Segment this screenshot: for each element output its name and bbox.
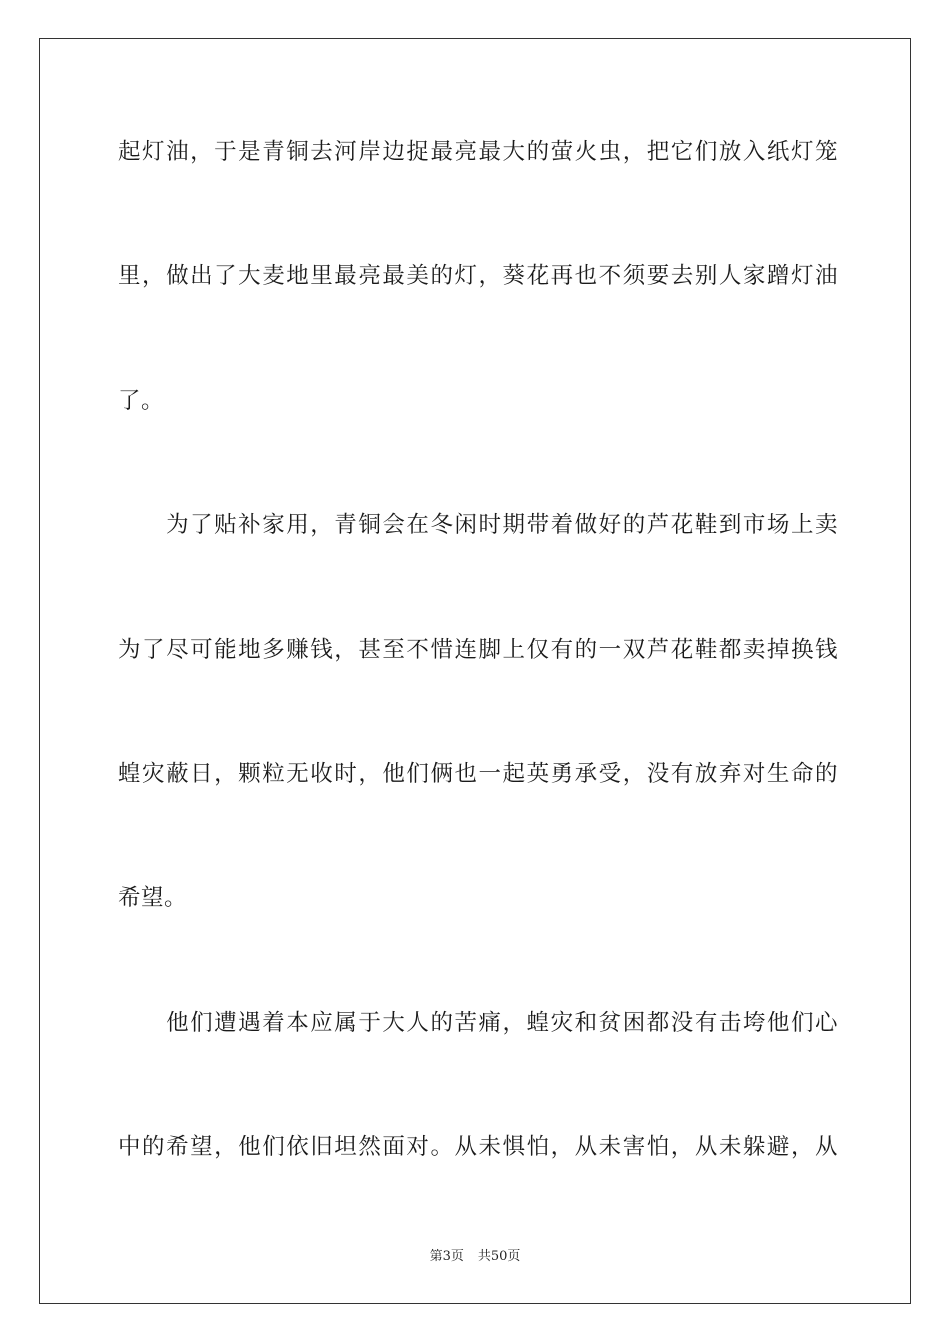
text-line: 了。 [118,388,165,414]
page-border [39,38,911,1304]
page-total: 共50页 [477,1249,521,1264]
text-line: 起灯油，于是青铜去河岸边捉最亮最大的萤火虫，把它们放入纸灯笼 [118,139,838,165]
text-line: 蝗灾蔽日，颗粒无收时，他们俩也一起英勇承受，没有放弃对生命的 [118,761,838,787]
page-number: 第3页 [429,1249,464,1264]
text-line: 为了尽可能地多赚钱，甚至不惜连脚上仅有的一双芦花鞋都卖掉换钱 [118,637,838,663]
text-line: 希望。 [118,885,188,911]
text-line: 中的希望，他们依旧坦然面对。从未惧怕，从未害怕，从未躲避，从 [118,1134,838,1160]
text-line: 里，做出了大麦地里最亮最美的灯，葵花再也不须要去别人家蹭灯油 [118,263,838,289]
page-footer [0,1248,950,1266]
text-line: 他们遭遇着本应属于大人的苦痛，蝗灾和贫困都没有击垮他们心 [118,1010,838,1036]
text-line: 为了贴补家用，青铜会在冬闲时期带着做好的芦花鞋到市场上卖 [118,512,838,538]
